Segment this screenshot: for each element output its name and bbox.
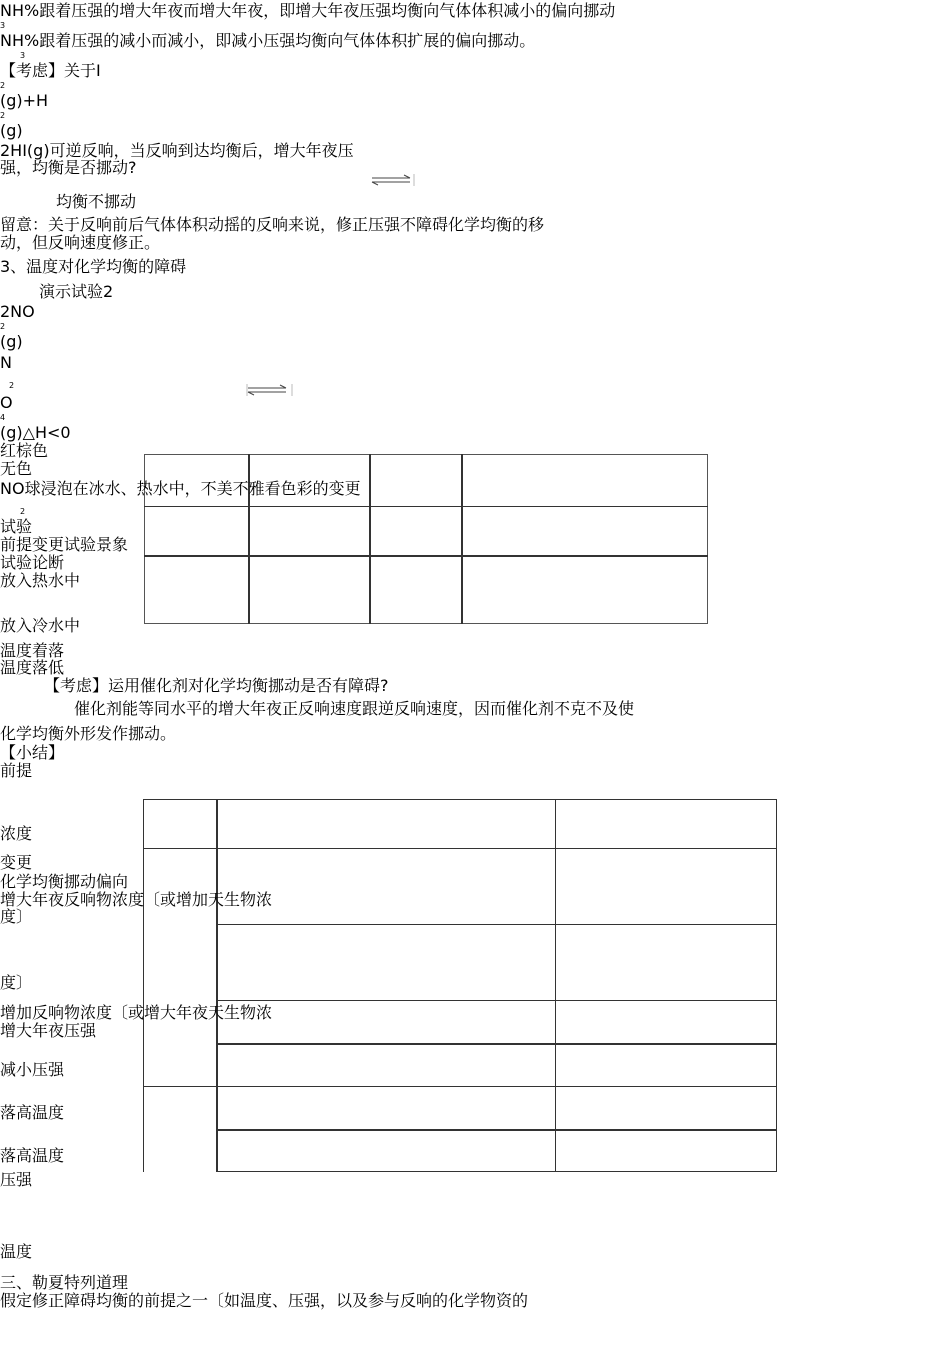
table-row-line bbox=[143, 848, 776, 849]
text-line: 留意：关于反响前后气体体积动摇的反响来说，修正压强不障碍化学均衡的移 bbox=[0, 215, 545, 234]
text-line: 前提 bbox=[0, 761, 33, 780]
reversible-arrow-icon bbox=[246, 383, 294, 397]
text-line: (g)+H bbox=[0, 91, 49, 110]
text-line: 度〕 bbox=[0, 973, 33, 992]
subscript: 2 bbox=[0, 322, 6, 331]
text-line: (g) bbox=[0, 121, 23, 140]
table-row-line bbox=[216, 924, 776, 925]
text-line: 【考虑】运用催化剂对化学均衡挪动是否有障碍? bbox=[44, 676, 389, 695]
text-line: 变更 bbox=[0, 853, 33, 872]
table-col-line bbox=[143, 799, 144, 1172]
text-line: 浓度 bbox=[0, 824, 33, 843]
text-line: 试验 bbox=[0, 517, 33, 536]
text-line: 化学均衡外形发作挪动。 bbox=[0, 724, 177, 743]
text-line: 强，均衡是否挪动? bbox=[0, 158, 137, 177]
table-row-line bbox=[216, 1043, 776, 1045]
table-row-line bbox=[216, 1171, 776, 1172]
text-line: NH%跟着压强的减小而减小，即减小压强均衡向气体体积扩展的偏向挪动。 bbox=[0, 31, 536, 50]
text-line: 增加反响物浓度〔或增大年夜天生物浓 bbox=[0, 1003, 273, 1022]
table-row-line bbox=[144, 506, 708, 507]
subscript: 4 bbox=[0, 413, 6, 422]
reversible-arrow-icon bbox=[370, 173, 416, 187]
text-line: 温度落低 bbox=[0, 658, 65, 677]
section-heading: 【小结】 bbox=[0, 743, 65, 762]
table-row-line bbox=[143, 1086, 776, 1087]
text-line: 温度 bbox=[0, 1242, 33, 1261]
text-line: 前提变更试验景象 bbox=[0, 535, 129, 554]
text-line: 2HI(g)可逆反响，当反响到达均衡后，增大年夜压 bbox=[0, 141, 354, 160]
text-line: 温度着落 bbox=[0, 641, 65, 660]
subscript: 2 bbox=[20, 507, 26, 516]
text-line: 落高温度 bbox=[0, 1103, 65, 1122]
text-line: (g) bbox=[0, 332, 23, 351]
text-line: 2NO bbox=[0, 302, 35, 321]
table-row-line bbox=[143, 799, 776, 800]
section-heading: 3、温度对化学均衡的障碍 bbox=[0, 257, 187, 276]
subscript: 3 bbox=[20, 51, 26, 60]
subscript: 3 bbox=[0, 21, 6, 30]
subscript: 2 bbox=[0, 81, 6, 90]
text-line: NO球浸泡在冰水、热水中，不美不雅看色彩的变更 bbox=[0, 479, 361, 498]
table-row-line bbox=[216, 1000, 776, 1001]
table-col-line bbox=[776, 799, 777, 1172]
text-line: 压强 bbox=[0, 1170, 33, 1189]
table-row-line bbox=[216, 1129, 776, 1131]
text-line: 增大年夜压强 bbox=[0, 1021, 97, 1040]
text-line: 演示试验2 bbox=[39, 282, 114, 301]
text-line: 无色 bbox=[0, 459, 33, 478]
text-line: 增大年夜反响物浓度〔或增加天生物浓 bbox=[0, 890, 273, 909]
text-line: (g)△H<0 bbox=[0, 423, 71, 442]
text-line: 放入热水中 bbox=[0, 571, 81, 590]
subscript: 2 bbox=[9, 381, 15, 390]
text-line: 化学均衡挪动偏向 bbox=[0, 872, 129, 891]
subscript: 2 bbox=[0, 111, 6, 120]
text-line: 试验论断 bbox=[0, 553, 65, 572]
section-heading: 三、勒夏特列道理 bbox=[0, 1273, 129, 1292]
table-col-line bbox=[555, 799, 556, 1172]
text-line: 减小压强 bbox=[0, 1060, 65, 1079]
text-line: 催化剂能等同水平的增大年夜正反响速度跟逆反响速度，因而催化剂不克不及使 bbox=[74, 699, 635, 718]
text-line: 落高温度 bbox=[0, 1146, 65, 1165]
table-col-line bbox=[461, 454, 463, 624]
table-col-line bbox=[216, 799, 218, 1172]
text-line: 红棕色 bbox=[0, 441, 49, 460]
text-line: 放入冷水中 bbox=[0, 616, 81, 635]
text-line: 假定修正障碍均衡的前提之一〔如温度、压强，以及参与反响的化学物资的 bbox=[0, 1291, 529, 1310]
text-line: O bbox=[0, 393, 13, 412]
text-line: 动，但反响速度修正。 bbox=[0, 233, 161, 252]
text-line: NH%跟着压强的增大年夜而增大年夜，即增大年夜压强均衡向气体体积减小的偏向挪动 bbox=[0, 1, 616, 20]
text-line: 均衡不挪动 bbox=[56, 192, 137, 211]
text-line: 度〕 bbox=[0, 907, 33, 926]
table-row-line bbox=[144, 555, 708, 557]
text-line: 【考虑】关于I bbox=[0, 61, 101, 80]
text-line: N bbox=[0, 353, 12, 372]
table-col-line bbox=[369, 454, 371, 624]
